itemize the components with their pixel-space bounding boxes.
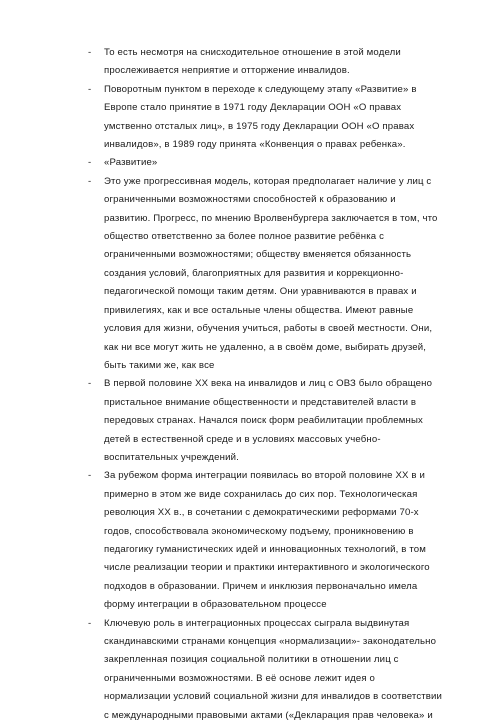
- text-line: ограниченными возможностями; обществу вменяется обязанность: [104, 249, 412, 261]
- text-line: детей в естественной среде и в условиях массовых учебно-: [104, 433, 381, 445]
- text-line: как ни все могут жить не удаленно, а в своём доме, выбирать друзей,: [104, 341, 427, 353]
- list-item: [88, 44, 473, 81]
- text-line: прослеживается неприятие и отторжение инвалидов.: [104, 65, 350, 77]
- list-item: [88, 615, 473, 725]
- bullet-dash: -: [88, 157, 92, 169]
- bullet-list: [88, 44, 473, 725]
- text-line: развитию. Прогресс, по мнению Вролвенбургера заключается в том, что: [104, 212, 438, 224]
- text-line: примерно в этом же виде сохранилась до сих пор. Технологическая: [104, 488, 418, 500]
- text-line: ограниченными возможностями. В её основе лежит идея о: [104, 672, 376, 684]
- text-line: Ключевую роль в интеграционных процессах сыграла выдвинутая: [104, 617, 410, 629]
- bullet-dash: -: [88, 47, 92, 58]
- bullet-dash: -: [88, 470, 92, 482]
- text-line: педагогической помощи таким детям. Они уравниваются в правах и: [104, 286, 417, 298]
- text-line: создания условий, благоприятных для развития и коррекционно-: [104, 267, 404, 279]
- text-line: инвалидов», в 1989 году принята «Конвенция о правах ребенка».: [104, 139, 406, 151]
- bullet-dash: -: [88, 617, 92, 629]
- bullet-dash: -: [88, 378, 92, 390]
- text-line: быть такими же, как все: [104, 359, 215, 371]
- text-line: умственно отсталых лиц», в 1975 году Декларации ООН «О правах: [104, 120, 415, 132]
- text-line: ограниченными возможностями способностей к образованию и: [104, 194, 396, 206]
- text-line: В первой половине ХХ века на инвалидов и лиц с ОВЗ было обращено: [104, 378, 433, 390]
- list-item: [88, 467, 473, 614]
- text-line: общество ответственно за более полное развитие ребёнка с: [104, 231, 385, 243]
- text-line: привилегиях, как и все остальные члены общества. Имеют равные: [104, 304, 414, 316]
- bullet-dash: -: [88, 83, 92, 95]
- text-line: передовых странах. Начался поиск форм реабилитации проблемных: [104, 415, 423, 427]
- text-line: Это уже прогрессивная модель, которая предполагает наличие у лиц с: [104, 175, 432, 187]
- text-line: Европе стало принятие в 1971 году Декларации ООН «О правах: [104, 102, 402, 114]
- text-line: Поворотным пунктом в переходе к следующему этапу «Развитие» в: [104, 83, 417, 95]
- bullet-dash: -: [88, 175, 92, 187]
- text-line: с международными правовыми актами («Декларация прав человека» и: [104, 709, 433, 721]
- text-line: воспитательных учреждений.: [104, 451, 239, 463]
- text-line: То есть несмотря на снисходительное отношение в этой модели: [104, 47, 401, 58]
- list-item: [88, 154, 473, 172]
- list-item: [88, 173, 473, 375]
- text-line: условия для жизни, обучения учиться, работы в своей местности. Они,: [104, 323, 433, 335]
- text-line: педагогику гуманистических идей и инновационных технологий, в том: [104, 543, 427, 555]
- list-item: [88, 375, 473, 467]
- text-line: нормализации условий социальной жизни для инвалидов в соответствии: [104, 691, 443, 703]
- text-line: форму интеграции в образовательном процессе: [104, 599, 327, 611]
- text-line: За рубежом форма интеграции появилась во второй половине ХХ в и: [104, 470, 425, 482]
- text-line: скандинавскими странами концепция «нормализации»- законодательно: [104, 636, 437, 647]
- text-line: числе реализации теории и практики интерактивного и экологического: [104, 562, 430, 574]
- text-line: революция ХХ в., в сочетании с демократическими реформами 70-х: [104, 507, 419, 519]
- text-line: «Развитие»: [104, 157, 158, 169]
- text-line: пристальное внимание общественности и представителей власти в: [104, 396, 417, 408]
- text-line: закрепленная позиция социальной политики в отношении лиц с: [104, 654, 399, 666]
- list-item: [88, 81, 473, 155]
- text-line: годов, способствовала экономическому подъему, проникновению в: [104, 525, 414, 537]
- text-line: подходов в образовании. Причем и инклюзия первоначально имела: [104, 580, 418, 592]
